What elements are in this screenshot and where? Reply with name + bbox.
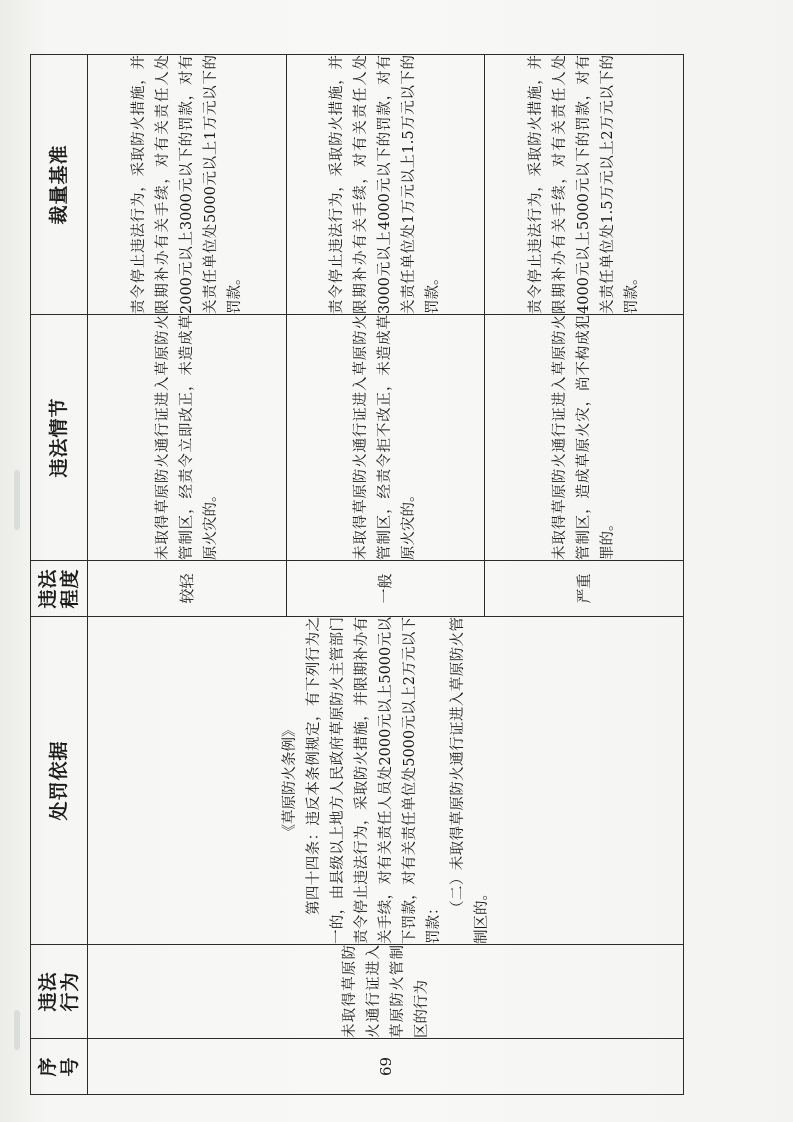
circumstance-cell-serious: 未取得草原防火通行证进入草原防火管制区，造成草原火灾，尚不构成犯罪的。: [485, 315, 684, 561]
header-serial-no: 序 号: [31, 1039, 88, 1095]
header-discretion-standard: 裁量基准: [31, 55, 88, 315]
standard-cell-minor: 责令停止违法行为，采取防火措施，并限期补办有关手续，对有关责任人处2000元以上3000元以下的罚款，对有关责任单位处5000元以上1万元以下的罚款。: [88, 55, 287, 315]
circumstance-cell-minor: 未取得草原防火通行证进入草原防火管制区，经责令立即改正，未造成草原火灾的。: [88, 315, 287, 561]
rotated-table-container: [30, 55, 684, 1095]
serial-no-cell: 69: [88, 1039, 684, 1095]
scan-edge-mark: [14, 470, 20, 530]
table-row: [88, 55, 287, 1095]
regulation-article: 第四十四条：违反本条例规定，有下列行为之一的，由县级以上地方人民政府草原防火主管部门责令停止违法行为，采取防火措施，并限期补办有关手续，对有关责任人员处2000元以上5000元以下罚款，对有关责任单位处5000元以上2万元以下罚款：: [305, 617, 442, 944]
penalty-discretion-table: [30, 54, 684, 1095]
violation-act-cell: 未取得草原防火通行证进入草原防火管制区的行为: [88, 945, 684, 1039]
degree-cell-minor: 较轻: [88, 561, 287, 617]
penalty-basis-cell: [88, 617, 684, 945]
header-penalty-basis: 处罚依据: [31, 617, 88, 945]
standard-cell-general: 责令停止违法行为，采取防火措施，并限期补办有关手续，对有关责任人处3000元以上4000元以下的罚款，对有关责任单位处1万元以上1.5万元以下的罚款。: [286, 55, 485, 315]
standard-cell-serious: 责令停止违法行为，采取防火措施，并限期补办有关手续，对有关责任人处4000元以上5000元以下的罚款，对有关责任单位处1.5万元以上2万元以下的罚款。: [485, 55, 684, 315]
scan-edge-mark: [14, 1010, 20, 1050]
header-violation-degree: 违法 程度: [31, 561, 88, 617]
degree-cell-serious: 严重: [485, 561, 684, 617]
degree-cell-general: 一般: [286, 561, 485, 617]
circumstance-cell-general: 未取得草原防火通行证进入草原防火管制区，经责令拒不改正，未造成草原火灾的。: [286, 315, 485, 561]
regulation-title: 《草原防火条例》: [281, 722, 298, 839]
header-row: [31, 55, 88, 1095]
header-violation-circumstance: 违法情节: [31, 315, 88, 561]
header-violation-act: 违法 行为: [31, 945, 88, 1039]
regulation-item: （二）未取得草原防火通行证进入草原防火管制区的。: [449, 617, 490, 944]
